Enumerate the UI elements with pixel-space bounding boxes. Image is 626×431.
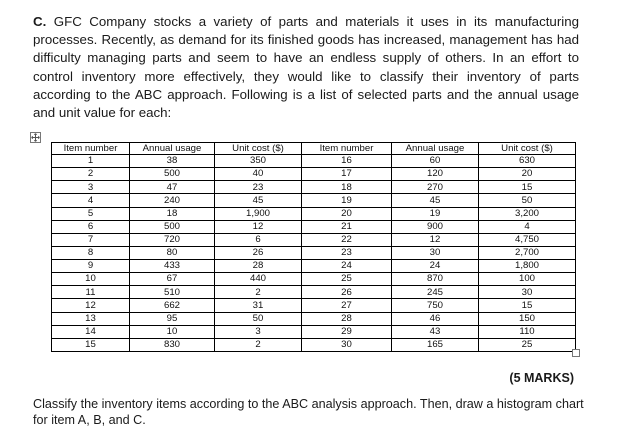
table-cell: 46 <box>392 312 479 325</box>
table-cell: 6 <box>215 233 302 246</box>
table-cell: 30 <box>479 286 576 299</box>
table-cell: 12 <box>52 299 130 312</box>
table-cell: 433 <box>130 260 215 273</box>
table-cell: 270 <box>392 181 479 194</box>
table-cell: 630 <box>479 155 576 168</box>
table-row <box>52 233 576 246</box>
header-unit-cost: Unit cost ($) <box>215 143 302 155</box>
table-cell: 30 <box>302 338 392 351</box>
inventory-table <box>51 142 576 352</box>
table-cell: 25 <box>479 338 576 351</box>
table-cell: 15 <box>479 181 576 194</box>
question-label: C. <box>33 14 47 29</box>
table-cell: 120 <box>392 168 479 181</box>
table-cell: 67 <box>130 273 215 286</box>
table-cell: 18 <box>302 181 392 194</box>
table-cell: 29 <box>302 325 392 338</box>
table-cell: 12 <box>215 220 302 233</box>
header-unit-cost-2: Unit cost ($) <box>479 143 576 155</box>
table-cell: 1,800 <box>479 260 576 273</box>
table-cell: 830 <box>130 338 215 351</box>
table-cell: 10 <box>130 325 215 338</box>
table-cell: 45 <box>215 194 302 207</box>
table-cell: 20 <box>479 168 576 181</box>
table-row <box>52 168 576 181</box>
table-cell: 440 <box>215 273 302 286</box>
table-row <box>52 207 576 220</box>
table-cell: 2 <box>52 168 130 181</box>
table-cell: 1 <box>52 155 130 168</box>
table-cell: 21 <box>302 220 392 233</box>
table-cell: 150 <box>479 312 576 325</box>
table-cell: 19 <box>392 207 479 220</box>
table-cell: 27 <box>302 299 392 312</box>
table-cell: 11 <box>52 286 130 299</box>
table-cell: 2 <box>215 286 302 299</box>
table-move-handle-icon[interactable] <box>30 132 41 143</box>
table-cell: 750 <box>392 299 479 312</box>
table-row <box>52 286 576 299</box>
table-cell: 13 <box>52 312 130 325</box>
table-cell: 870 <box>392 273 479 286</box>
table-cell: 165 <box>392 338 479 351</box>
table-cell: 245 <box>392 286 479 299</box>
table-cell: 510 <box>130 286 215 299</box>
question-paragraph <box>33 13 579 122</box>
table-cell: 16 <box>302 155 392 168</box>
table-header-row <box>52 143 576 155</box>
table-cell: 95 <box>130 312 215 325</box>
table-cell: 110 <box>479 325 576 338</box>
table-cell: 28 <box>215 260 302 273</box>
table-cell: 24 <box>302 260 392 273</box>
table-cell: 31 <box>215 299 302 312</box>
header-item-number-2: Item number <box>302 143 392 155</box>
table-body <box>52 155 576 352</box>
table-cell: 500 <box>130 220 215 233</box>
question-text: GFC Company stocks a variety of parts and materials it uses in its manufacturing processes. Recently, as demand for its finished goods has increased, management has had difficulty managing parts and seem to have an endless supply of others. In an effort to control inventory more effectively, they would like to classify their inventory of parts according to the ABC approach. Following is a list of selected parts and the annual usage and unit value for each: <box>33 14 579 121</box>
table-cell: 4,750 <box>479 233 576 246</box>
table-cell: 2,700 <box>479 246 576 259</box>
table-cell: 100 <box>479 273 576 286</box>
table-cell: 38 <box>130 155 215 168</box>
table-cell: 22 <box>302 233 392 246</box>
table-cell: 2 <box>215 338 302 351</box>
table-cell: 5 <box>52 207 130 220</box>
table-row <box>52 273 576 286</box>
table-cell: 3,200 <box>479 207 576 220</box>
table-cell: 20 <box>302 207 392 220</box>
table-cell: 6 <box>52 220 130 233</box>
table-cell: 45 <box>392 194 479 207</box>
table-row <box>52 338 576 351</box>
table-cell: 23 <box>302 246 392 259</box>
table-cell: 50 <box>215 312 302 325</box>
table-cell: 240 <box>130 194 215 207</box>
table-row <box>52 325 576 338</box>
table-cell: 26 <box>302 286 392 299</box>
table-row <box>52 299 576 312</box>
table-cell: 60 <box>392 155 479 168</box>
table-cell: 3 <box>52 181 130 194</box>
table-cell: 1,900 <box>215 207 302 220</box>
table-cell: 47 <box>130 181 215 194</box>
table-cell: 24 <box>392 260 479 273</box>
table-row <box>52 246 576 259</box>
table-cell: 23 <box>215 181 302 194</box>
table-row <box>52 181 576 194</box>
table-cell: 3 <box>215 325 302 338</box>
instruction-text: Classify the inventory items according to the ABC analysis approach. Then, draw a histogram chart for item A, B, and C. <box>33 397 584 427</box>
table-row <box>52 312 576 325</box>
table-cell: 7 <box>52 233 130 246</box>
table-cell: 28 <box>302 312 392 325</box>
table-cell: 50 <box>479 194 576 207</box>
table-resize-handle-icon[interactable] <box>572 349 580 357</box>
table-cell: 43 <box>392 325 479 338</box>
table-cell: 30 <box>392 246 479 259</box>
table-cell: 15 <box>52 338 130 351</box>
table-cell: 662 <box>130 299 215 312</box>
table-cell: 26 <box>215 246 302 259</box>
marks-label: (5 MARKS) <box>509 371 574 385</box>
table-cell: 14 <box>52 325 130 338</box>
header-annual-usage: Annual usage <box>130 143 215 155</box>
table-cell: 10 <box>52 273 130 286</box>
table-row <box>52 155 576 168</box>
table-cell: 17 <box>302 168 392 181</box>
table-row <box>52 194 576 207</box>
table-cell: 9 <box>52 260 130 273</box>
table-cell: 900 <box>392 220 479 233</box>
table-cell: 720 <box>130 233 215 246</box>
table-cell: 15 <box>479 299 576 312</box>
table-cell: 80 <box>130 246 215 259</box>
header-item-number: Item number <box>52 143 130 155</box>
table-cell: 12 <box>392 233 479 246</box>
table-row <box>52 260 576 273</box>
table-row <box>52 220 576 233</box>
table-cell: 8 <box>52 246 130 259</box>
table-cell: 350 <box>215 155 302 168</box>
table-cell: 40 <box>215 168 302 181</box>
table-cell: 4 <box>479 220 576 233</box>
header-annual-usage-2: Annual usage <box>392 143 479 155</box>
table-cell: 25 <box>302 273 392 286</box>
table-cell: 19 <box>302 194 392 207</box>
table-cell: 18 <box>130 207 215 220</box>
table-cell: 4 <box>52 194 130 207</box>
table-cell: 500 <box>130 168 215 181</box>
